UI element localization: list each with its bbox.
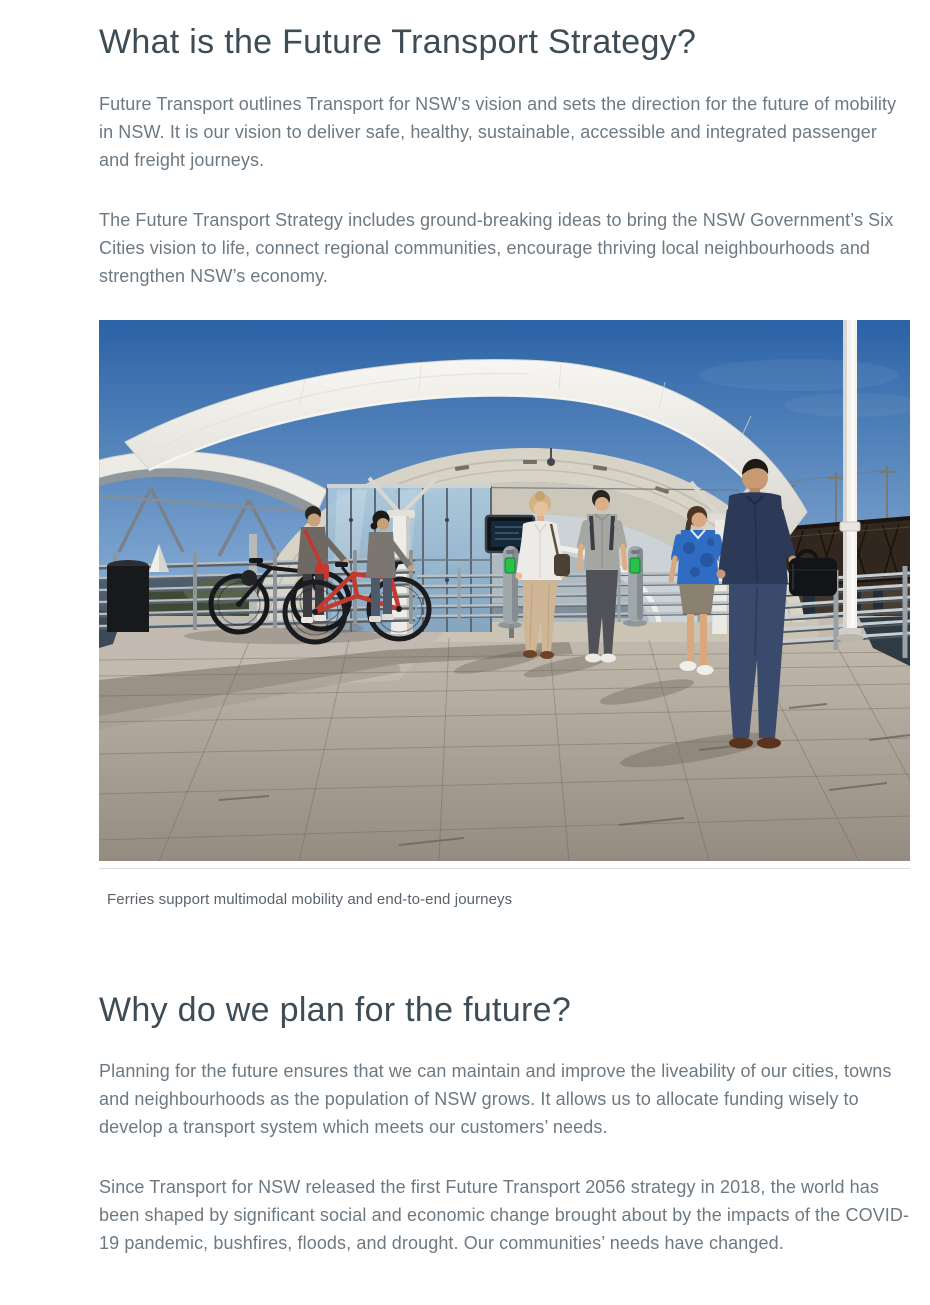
wharf-photo-illustration (99, 320, 910, 861)
wharf-photo (99, 320, 910, 861)
figure-caption: Ferries support multimodal mobility and end-to-end journeys (107, 891, 513, 908)
intro-paragraph-1: Future Transport outlines Transport for NSW’s vision and sets the direction for the future of mobility in NSW. It is our vision to deliver safe, healthy, sustainable, accessible and integrated passenger and freight journeys. (99, 94, 897, 170)
figure-divider (99, 868, 910, 869)
section-title-why-plan: Why do we plan for the future? (99, 991, 572, 1029)
page-title: What is the Future Transport Strategy? (99, 23, 697, 61)
why-paragraph-2: Since Transport for NSW released the first Future Transport 2056 strategy in 2018, the world has been shaped by significant social and economic change brought about by the impacts of the COVID-19 pandemic, bushfires, floods, and drought. Our communities’ needs have changed. (99, 1177, 910, 1253)
why-paragraph-1: Planning for the future ensures that we can maintain and improve the liveability of our cities, towns and neighbourhoods as the population of NSW grows. It allows us to allocate funding wisely to develop a transport system which meets our customers’ needs. (99, 1061, 892, 1137)
intro-paragraph-2: The Future Transport Strategy includes ground-breaking ideas to bring the NSW Government’s Six Cities vision to life, connect regional communities, encourage thriving local neighbourhoods and strengthen NSW’s economy. (99, 210, 894, 286)
section-what-is (99, 22, 911, 63)
